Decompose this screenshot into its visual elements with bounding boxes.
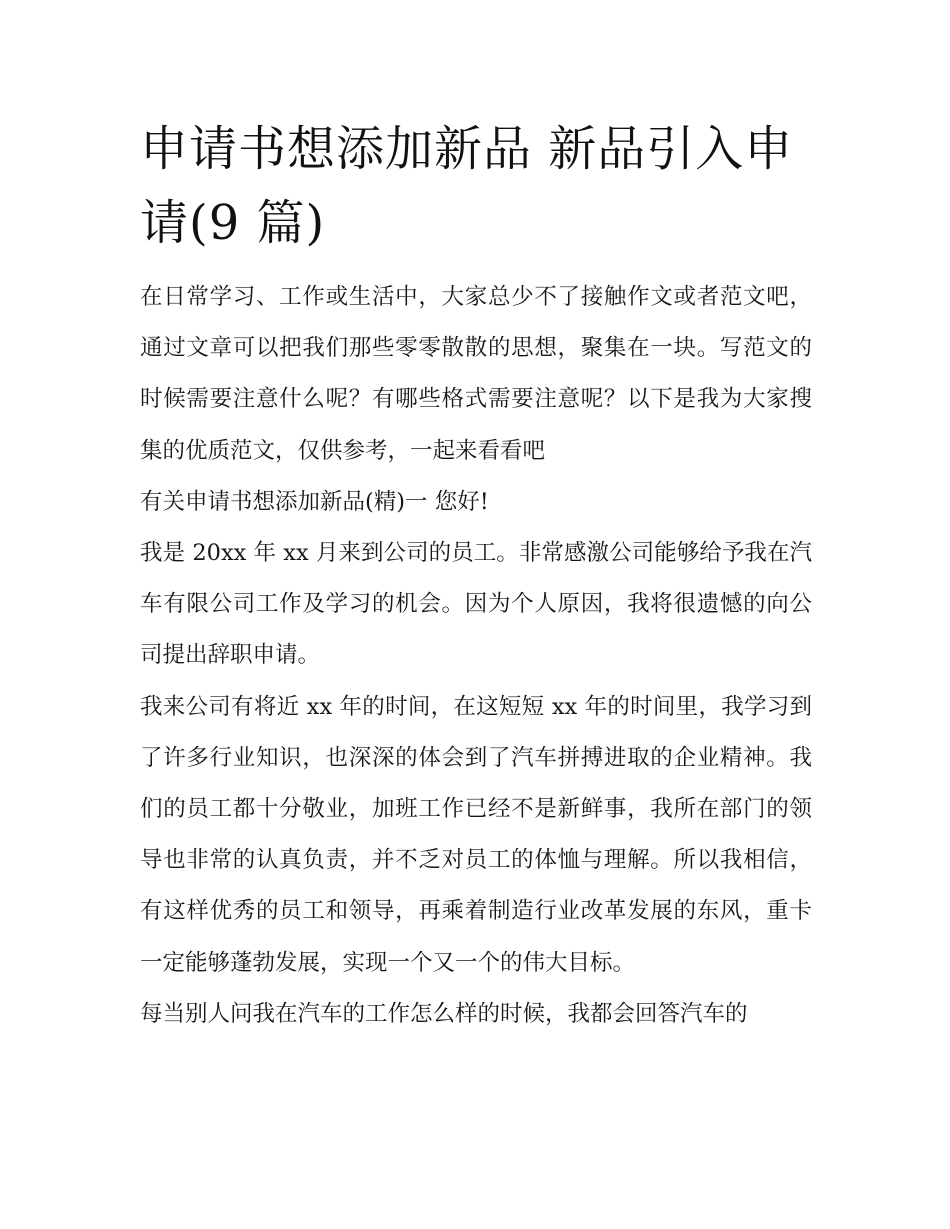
body-paragraph: 我来公司有将近 xx 年的时间，在这短短 xx 年的时间里，我学习到了许多行业知识，也深深的体会到了汽车拼搏进取的企业精神。我们的员工都十分敬业，加班工作已经不是新鲜事，我所在部门的领导也非常的认真负责，并不乏对员工的体恤与理解。所以我相信，有这样优秀的员工和领导，再乘着制造行业改革发展的东风，重卡一定能够蓬勃发展，实现一个又一个的伟大目标。 xyxy=(140,693,812,976)
document-body xyxy=(140,112,812,1040)
greeting-paragraph: 有关申请书想添加新品(精)一 您好! xyxy=(140,488,489,515)
document-title: 申请书想添加新品 新品引入申请(9 篇) xyxy=(140,121,794,251)
paragraph-list xyxy=(140,272,812,1040)
body-paragraph: 每当别人问我在汽车的工作怎么样的时候，我都会回答汽车的 xyxy=(140,1000,748,1027)
intro-paragraph: 在日常学习、工作或生活中，大家总少不了接触作文或者范文吧，通过文章可以把我们那些零零散散的思想，聚集在一块。写范文的时候需要注意什么呢？有哪些格式需要注意呢？以下是我为大家搜集的优质范文，仅供参考，一起来看看吧 xyxy=(140,284,812,464)
body-paragraph: 我是 20xx 年 xx 月来到公司的员工。非常感激公司能够给予我在汽车有限公司工作及学习的机会。因为个人原因，我将很遗憾的向公司提出辞职申请。 xyxy=(140,540,812,669)
